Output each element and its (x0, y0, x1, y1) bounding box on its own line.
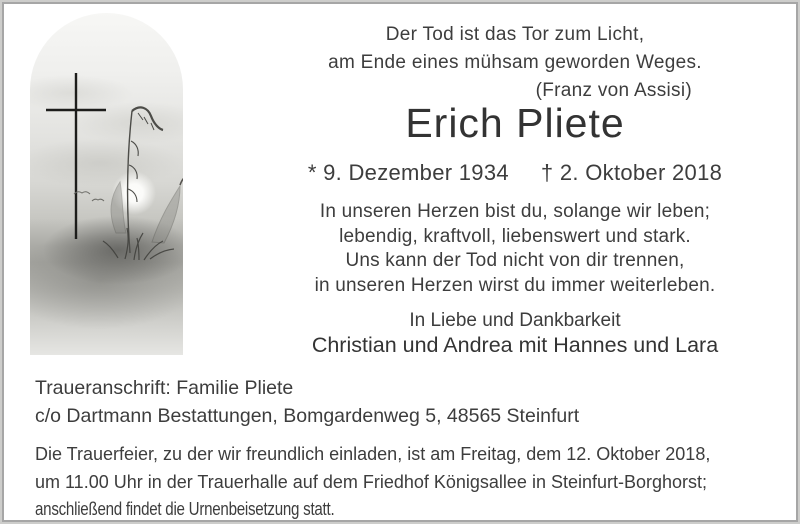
life-dates (230, 160, 800, 186)
poem-line: Uns kann der Tod nicht von dir trennen, (345, 250, 685, 271)
poem-line: in unseren Herzen wirst du immer weiterleben. (314, 274, 716, 296)
poem-line: In unseren Herzen bist du, solange wir leben; (319, 201, 711, 222)
funeral-line-1: Die Trauerfeier, zu der wir freundlich einladen, ist am Freitag, dem 12. Oktober 2018, (35, 444, 711, 464)
cross-and-reeds-icon (30, 13, 183, 355)
funeral-details (35, 441, 710, 524)
cross-icon (46, 73, 106, 239)
reed-leaves-icon (111, 182, 180, 243)
quote-line-1: Der Tod ist das Tor zum Licht, (385, 24, 645, 45)
funeral-line-3: anschließend findet die Urnenbeisetzung statt. (35, 499, 335, 519)
mourning-address (35, 374, 579, 430)
birds-icon (74, 192, 104, 201)
address-line-1: Traueranschrift: Familie Pliete (35, 377, 294, 399)
family-names: Christian und Andrea mit Hannes und Lara (311, 333, 719, 357)
memorial-poem (230, 200, 800, 298)
memorial-artwork (30, 13, 183, 355)
birth-date: * 9. Dezember 1934 (307, 160, 509, 185)
quote-line-2: am Ende eines mühsam geworden Weges. (328, 52, 702, 73)
quote-attribution: (Franz von Assisi) (535, 80, 692, 101)
death-date: † 2. Oktober 2018 (540, 160, 723, 185)
deceased-name: Erich Pliete (405, 100, 625, 146)
poem-line: lebendig, kraftvoll, liebenswert und stark. (339, 225, 691, 247)
closing-line: In Liebe und Dankbarkeit (409, 310, 621, 331)
address-line-2: c/o Dartmann Bestattungen, Bomgardenweg 5, 48565 Steinfurt (35, 405, 580, 427)
funeral-line-2: um 11.00 Uhr in der Trauerhalle auf dem Friedhof Königsallee in Steinfurt-Borghorst; (35, 471, 708, 492)
reeds-icon (128, 107, 183, 253)
